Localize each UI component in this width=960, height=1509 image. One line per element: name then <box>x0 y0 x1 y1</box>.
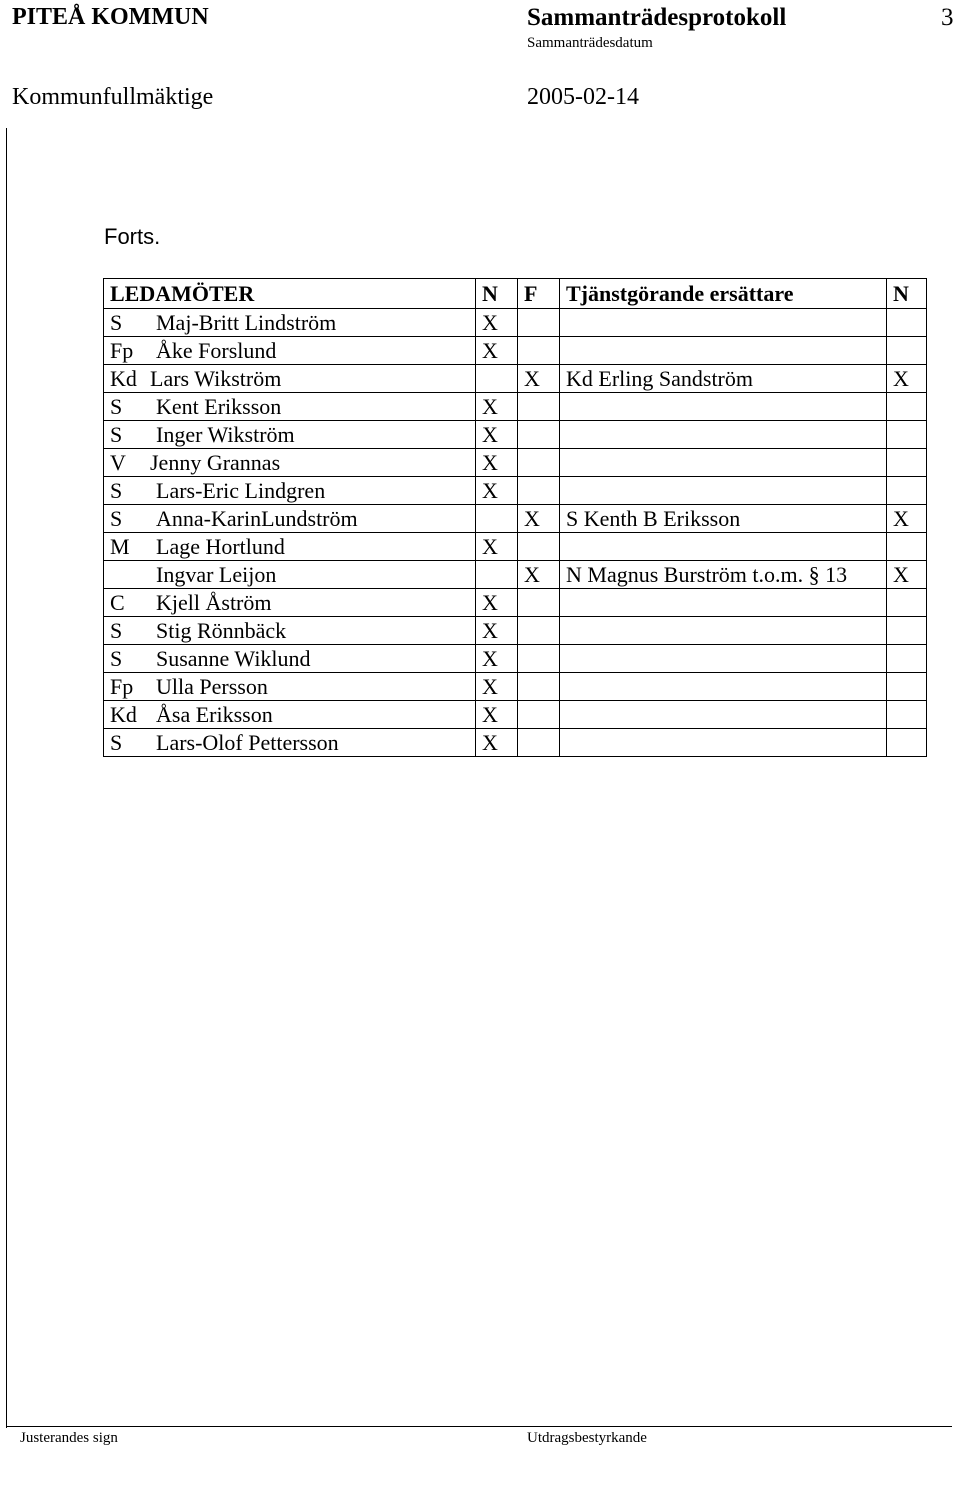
substitute-cell <box>560 337 887 365</box>
margin-rule <box>6 128 7 1428</box>
member-cell <box>104 645 476 673</box>
substitute-present-mark <box>887 589 927 617</box>
substitute-present-mark <box>887 337 927 365</box>
member-party: M <box>110 534 130 559</box>
member-party: S <box>110 310 123 335</box>
member-party: S <box>110 422 123 447</box>
present-mark: X <box>476 645 518 673</box>
substitute-present-mark <box>887 393 927 421</box>
substitute-cell <box>560 589 887 617</box>
member-cell <box>104 477 476 505</box>
member-name: Inger Wikström <box>156 422 295 447</box>
signature-label: Justerandes sign <box>20 1430 118 1446</box>
substitute-present-mark <box>887 701 927 729</box>
member-party: V <box>110 450 126 475</box>
table-row <box>104 701 927 729</box>
table-row <box>104 421 927 449</box>
present-mark: X <box>476 421 518 449</box>
absent-mark: X <box>518 365 560 393</box>
member-party: S <box>110 506 123 531</box>
present-mark <box>476 365 518 393</box>
absent-mark <box>518 673 560 701</box>
substitutes-header: Tjänstgörande ersättare <box>560 279 887 309</box>
member-party: Fp <box>110 674 134 699</box>
substitute-present-mark <box>887 729 927 757</box>
members-header: LEDAMÖTER <box>104 279 476 309</box>
member-name: Ulla Persson <box>156 674 268 699</box>
table-row <box>104 617 927 645</box>
table-row <box>104 729 927 757</box>
certification-label: Utdragsbestyrkande <box>527 1430 647 1446</box>
table-row <box>104 505 927 533</box>
present-mark: X <box>476 337 518 365</box>
substitute-party: Kd <box>566 366 593 391</box>
absent-mark <box>518 449 560 477</box>
member-cell <box>104 505 476 533</box>
table-row <box>104 393 927 421</box>
absent-mark: X <box>518 505 560 533</box>
substitute-present-mark <box>887 645 927 673</box>
present-mark: X <box>476 673 518 701</box>
substitute-cell <box>560 477 887 505</box>
member-name: Jenny Grannas <box>150 450 281 475</box>
absent-mark <box>518 421 560 449</box>
substitute-cell <box>560 617 887 645</box>
member-party: Kd <box>110 702 137 727</box>
present-header: N <box>476 279 518 309</box>
substitute-present-mark: X <box>887 365 927 393</box>
substitute-cell <box>560 365 887 393</box>
member-cell <box>104 561 476 589</box>
absent-mark <box>518 533 560 561</box>
member-cell <box>104 365 476 393</box>
member-cell <box>104 337 476 365</box>
continued-label: Forts. <box>104 224 161 249</box>
member-cell <box>104 393 476 421</box>
substitute-present-mark <box>887 617 927 645</box>
body-name: Kommunfullmäktige <box>12 84 214 110</box>
member-party: C <box>110 590 125 615</box>
absent-header: F <box>518 279 560 309</box>
member-party: S <box>110 394 123 419</box>
date-label: Sammanträdesdatum <box>527 35 653 51</box>
table-row <box>104 477 927 505</box>
absent-mark: X <box>518 561 560 589</box>
table-header-row <box>104 279 927 309</box>
absent-mark <box>518 701 560 729</box>
present-mark: X <box>476 533 518 561</box>
member-cell <box>104 589 476 617</box>
member-cell <box>104 421 476 449</box>
absent-mark <box>518 645 560 673</box>
substitute-cell <box>560 701 887 729</box>
attendance-table <box>103 278 927 757</box>
present-mark: X <box>476 701 518 729</box>
member-name: Ingvar Leijon <box>156 562 277 587</box>
member-party: Kd <box>110 366 137 391</box>
member-party: S <box>110 618 123 643</box>
absent-mark <box>518 729 560 757</box>
member-party: S <box>110 478 123 503</box>
substitute-cell <box>560 421 887 449</box>
absent-mark <box>518 393 560 421</box>
substitute-cell <box>560 505 887 533</box>
present-mark: X <box>476 477 518 505</box>
member-cell <box>104 617 476 645</box>
substitute-present-mark <box>887 477 927 505</box>
substitute-present-header: N <box>887 279 927 309</box>
member-name: Lars-Olof Pettersson <box>156 730 339 755</box>
substitute-present-mark <box>887 449 927 477</box>
member-name: Maj-Britt Lindström <box>156 310 337 335</box>
table-row <box>104 645 927 673</box>
meeting-date: 2005-02-14 <box>527 84 639 110</box>
table-row <box>104 309 927 337</box>
absent-mark <box>518 477 560 505</box>
substitute-name: Erling Sandström <box>598 366 753 391</box>
member-name: Kjell Åström <box>156 590 272 615</box>
member-cell <box>104 701 476 729</box>
substitute-present-mark <box>887 421 927 449</box>
substitute-cell <box>560 645 887 673</box>
substitute-present-mark: X <box>887 505 927 533</box>
organization-name: PITEÅ KOMMUN <box>12 4 209 30</box>
absent-mark <box>518 617 560 645</box>
member-name: Lars-Eric Lindgren <box>156 478 326 503</box>
substitute-cell <box>560 561 887 589</box>
substitute-cell <box>560 729 887 757</box>
substitute-present-mark <box>887 533 927 561</box>
member-party: S <box>110 646 123 671</box>
member-name: Lars Wikström <box>150 366 282 391</box>
substitute-present-mark <box>887 673 927 701</box>
absent-mark <box>518 589 560 617</box>
member-name: Anna-KarinLundström <box>156 506 358 531</box>
member-cell <box>104 729 476 757</box>
substitute-name: Kenth B Eriksson <box>583 506 741 531</box>
substitute-cell <box>560 533 887 561</box>
member-name: Stig Rönnbäck <box>156 618 287 643</box>
substitute-cell <box>560 673 887 701</box>
member-cell <box>104 673 476 701</box>
table-row <box>104 561 927 589</box>
substitute-name: Magnus Burström t.o.m. § 13 <box>587 562 848 587</box>
table-row <box>104 449 927 477</box>
present-mark: X <box>476 309 518 337</box>
substitute-cell <box>560 449 887 477</box>
member-party: S <box>110 730 123 755</box>
absent-mark <box>518 309 560 337</box>
table-row <box>104 365 927 393</box>
footer-rule <box>6 1426 952 1427</box>
member-name: Åsa Eriksson <box>156 702 273 727</box>
substitute-party: N <box>566 562 582 587</box>
present-mark: X <box>476 393 518 421</box>
member-party: Fp <box>110 338 134 363</box>
substitute-present-mark: X <box>887 561 927 589</box>
document-title: Sammanträdesprotokoll <box>527 4 787 31</box>
member-cell <box>104 309 476 337</box>
present-mark: X <box>476 617 518 645</box>
member-name: Lage Hortlund <box>156 534 285 559</box>
present-mark <box>476 561 518 589</box>
substitute-cell <box>560 309 887 337</box>
page-number: 3 <box>941 4 954 31</box>
absent-mark <box>518 337 560 365</box>
table-row <box>104 337 927 365</box>
substitute-party: S <box>566 506 579 531</box>
member-cell <box>104 533 476 561</box>
present-mark: X <box>476 729 518 757</box>
member-name: Kent Eriksson <box>156 394 282 419</box>
present-mark: X <box>476 449 518 477</box>
table-row <box>104 589 927 617</box>
member-name: Susanne Wiklund <box>156 646 311 671</box>
substitute-present-mark <box>887 309 927 337</box>
present-mark: X <box>476 589 518 617</box>
substitute-cell <box>560 393 887 421</box>
member-cell <box>104 449 476 477</box>
table-row <box>104 673 927 701</box>
table-row <box>104 533 927 561</box>
member-name: Åke Forslund <box>156 338 277 363</box>
present-mark <box>476 505 518 533</box>
